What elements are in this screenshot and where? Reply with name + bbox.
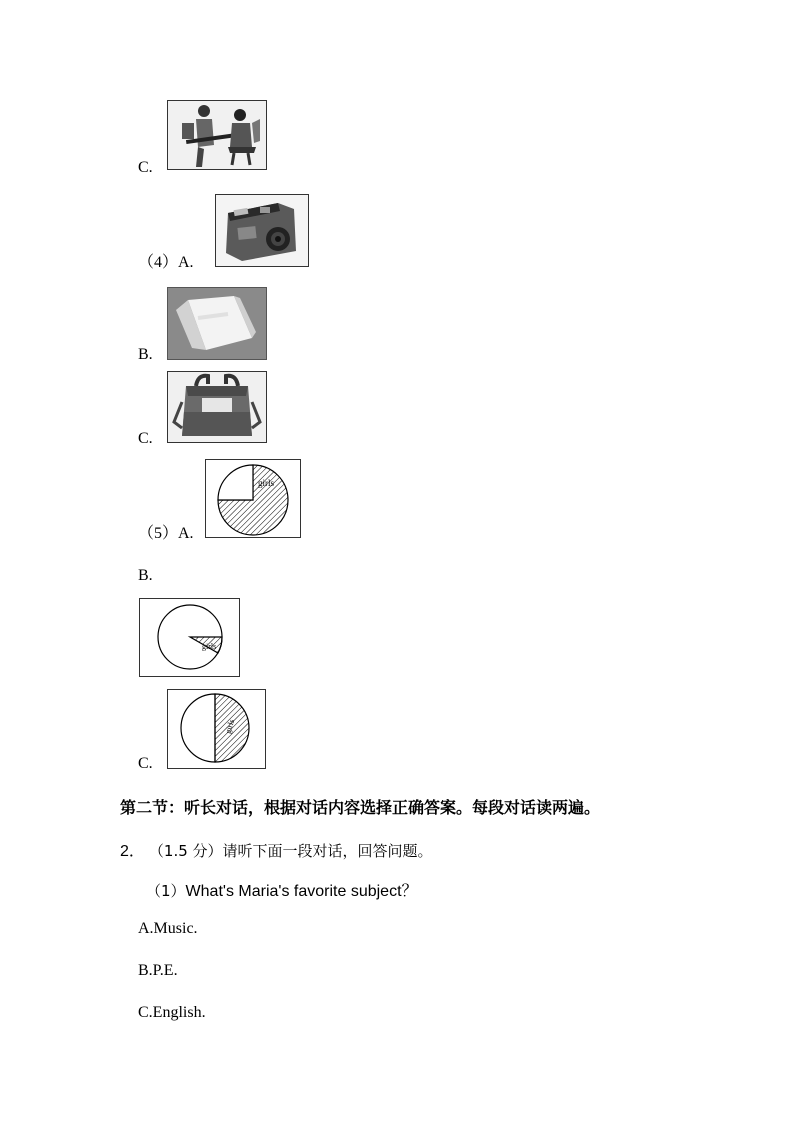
answer-option-a[interactable]: A.Music. bbox=[138, 920, 198, 937]
eraser-image bbox=[167, 287, 267, 360]
pie-chart-option-b bbox=[139, 598, 240, 677]
item5-option-c-label: C. bbox=[138, 755, 153, 772]
item5-option-a-label: （5）A. bbox=[138, 525, 194, 542]
item4-option-c-label: C. bbox=[138, 430, 153, 447]
pie-chart-option-a bbox=[205, 459, 301, 538]
pie-label-girls: girls bbox=[202, 642, 217, 651]
question-2-prompt: （1.5 分）请听下面一段对话，回答问题。 bbox=[148, 842, 433, 860]
item3-option-c-label: C. bbox=[138, 159, 153, 176]
section2-heading: 第二节：听长对话，根据对话内容选择正确答案。每段对话读两遍。 bbox=[120, 798, 601, 817]
sub-question-1-text: What's Maria's favorite subject？ bbox=[185, 883, 418, 900]
item4-option-b-label: B. bbox=[138, 346, 153, 363]
pie-slice-other bbox=[218, 465, 253, 500]
pie-chart-option-c bbox=[167, 689, 266, 769]
office-scene-image bbox=[167, 100, 267, 170]
sub-question-1 bbox=[146, 878, 418, 901]
question-2-number: 2． bbox=[120, 843, 145, 860]
pie-label-girls: girls bbox=[223, 718, 237, 735]
answer-option-c[interactable]: C.English. bbox=[138, 1004, 206, 1021]
sub-question-1-number: （1） bbox=[146, 882, 186, 900]
pie-label-girls: girls bbox=[258, 478, 275, 488]
item4-option-a-label: （4）A. bbox=[138, 254, 194, 271]
pie-slice-other bbox=[181, 694, 215, 762]
backpack-image bbox=[167, 371, 267, 443]
question-2-header bbox=[120, 838, 433, 861]
camera-image bbox=[215, 194, 309, 267]
answer-option-b[interactable]: B.P.E. bbox=[138, 962, 178, 979]
item5-option-b-label: B. bbox=[138, 567, 153, 584]
